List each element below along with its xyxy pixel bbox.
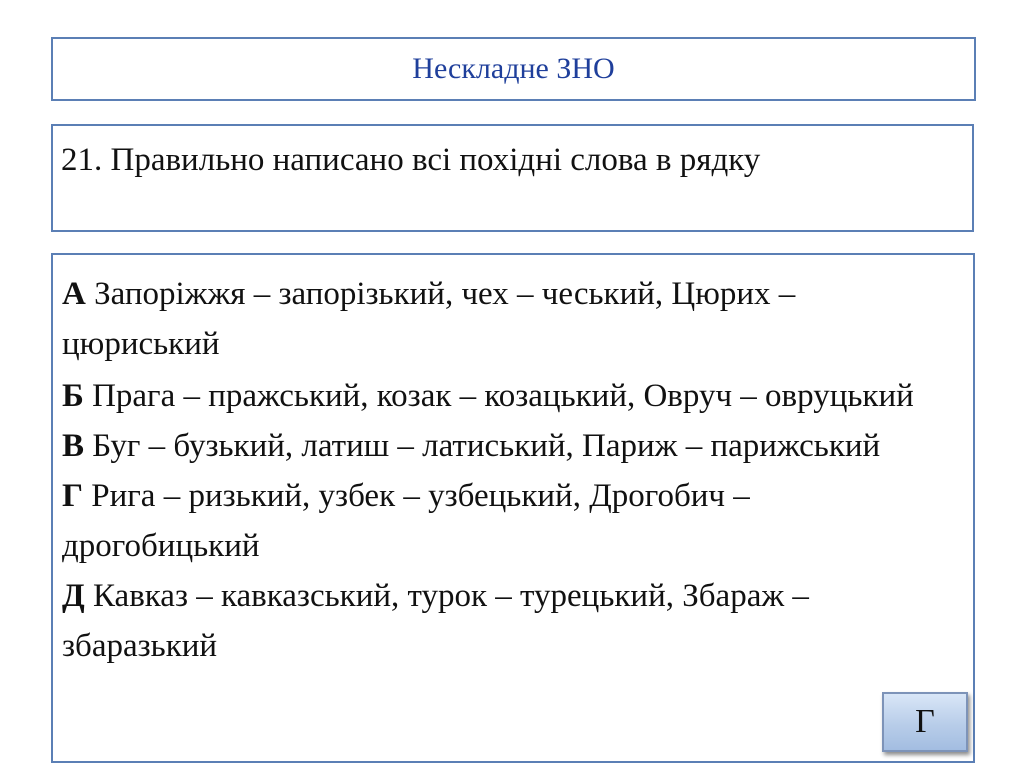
option-h-letter: Г [62,478,83,514]
option-b-text: Прага – пражський, козак – козацький, Овруч – овруцький [83,378,914,414]
option-d-text: Кавказ – кавказський, турок – турецький, Збараж – збаразький [62,578,809,664]
question-text: 21. Правильно написано всі похідні слова в рядку [61,142,761,178]
option-h-text: Рига – ризький, узбек – узбецький, Дрогобич – дрогобицький [62,478,750,564]
option-d-letter: Д [62,578,85,614]
option-a-letter: А [62,276,86,312]
option-a-text: Запоріжжя – запорізький, чех – чеський, Цюрих – цюриський [62,276,796,362]
answer-options-box [51,253,975,763]
option-b [62,371,952,421]
option-b-letter: Б [62,378,84,414]
option-v-text: Буг – бузький, латиш – латиський, Париж – парижський [84,428,881,464]
option-v [62,421,952,471]
option-h [62,471,952,571]
option-d [62,571,952,671]
option-a [62,269,952,369]
option-v-letter: В [62,428,85,464]
slide-title: Нескладне ЗНО [412,52,615,85]
answer-reveal-button[interactable] [882,692,968,752]
answer-button-label: Г [915,703,935,740]
question-box [51,124,974,232]
title-box [51,37,976,101]
